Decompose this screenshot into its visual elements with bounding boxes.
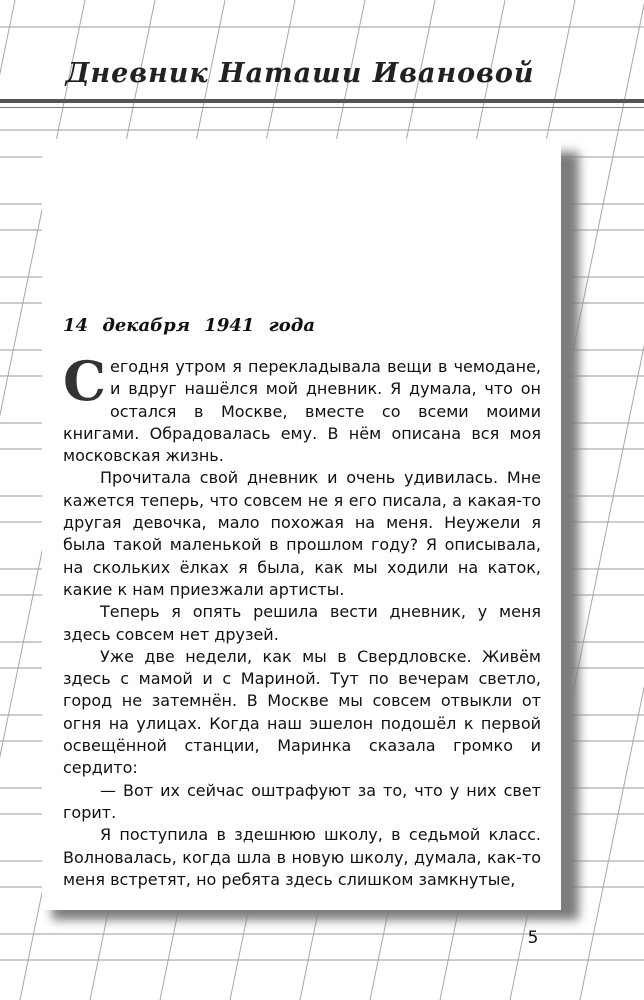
entry-date-heading: 14 декабря 1941 года	[63, 315, 315, 336]
running-header-title: Дневник Наташи Ивановой	[65, 58, 535, 89]
paragraph: Теперь я опять решила вести дневник, у меня здесь совсем нет друзей.	[63, 602, 541, 644]
header-rule	[0, 99, 644, 103]
page-number: 5	[527, 928, 539, 948]
paragraph: Уже две недели, как мы в Свердловске. Живём здесь с мамой и с Мариной. Тут по вечерам светло, город не затемнён. В Москве мы совсем отвыкли от огня на улицах. Когда наш эшелон подошёл к первой освещённой станции, Маринка сказала громко и сердито:	[63, 646, 541, 778]
paragraph	[63, 349, 541, 467]
drop-cap: С	[63, 349, 106, 413]
entry-body	[63, 349, 541, 891]
paragraph: Прочитала свой дневник и очень удивилась. Мне кажется теперь, что совсем не я его писала, а какая-то другая девочка, мало похожая на меня. Неужели я была такой маленькой в прошлом году? Я описывала, на скольких ёлках я была, как мы ходили на каток, какие к нам приезжали артисты.	[63, 468, 541, 599]
paragraph-text: егодня утром я перекладывала вещи в чемодане, и вдруг нашёлся мой дневник. Я думала, что он остался в Москве, вместе со всеми моими книгами. Обрадовалась ему. В нём описана вся моя московская жизнь.	[63, 357, 541, 466]
diary-page-card	[42, 139, 561, 910]
paragraph: — Вот их сейчас оштрафуют за то, что у них свет горит.	[63, 780, 541, 822]
paragraph: Я поступила в здешнюю школу, в седьмой класс. Волновалась, когда шла в новую школу, думала, как-то меня встретят, но ребята здесь слишком замкнутые,	[63, 825, 541, 889]
header-rule-thin	[0, 107, 644, 108]
